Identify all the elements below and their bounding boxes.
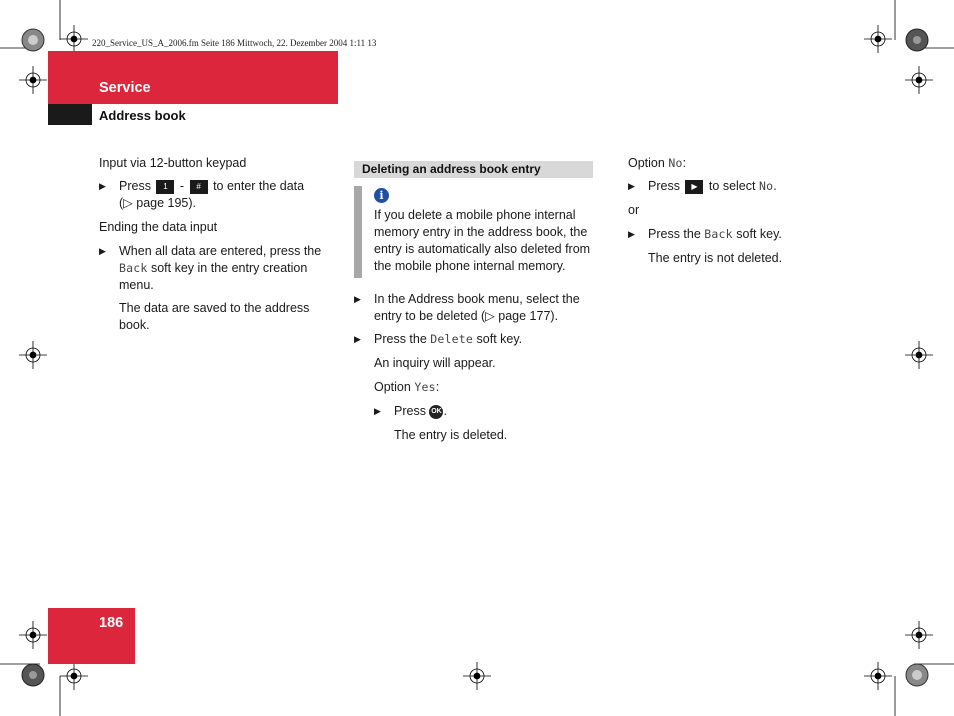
option-no: No: [668, 156, 683, 170]
to-select: to select: [708, 179, 756, 193]
col2-step2: [374, 331, 522, 348]
period: .: [773, 179, 777, 193]
col2-substep: [394, 403, 447, 420]
col1-result-line1: The data are saved to the address: [119, 301, 310, 315]
col2-option: [374, 379, 439, 396]
press-text: Press: [648, 179, 680, 193]
col2-result: The entry is deleted.: [394, 428, 508, 442]
info-line: entry is automatically also deleted from: [374, 242, 591, 256]
bullet-arrow: ▶: [354, 334, 361, 344]
option-colon: :: [682, 156, 687, 170]
softkey-back: Back: [119, 261, 148, 275]
dash: -: [179, 179, 185, 193]
subsection-title: Address book: [99, 108, 186, 123]
press-the: Press the: [648, 227, 701, 241]
col3-result: The entry is not deleted.: [648, 251, 783, 265]
info-line: the mobile phone internal memory.: [374, 259, 566, 273]
press-the: Press the: [374, 332, 427, 346]
bullet-arrow: ▶: [354, 294, 361, 304]
col2-inquiry: An inquiry will appear.: [374, 356, 496, 370]
ok-button-icon: OK: [429, 405, 443, 419]
softkey-delete: Delete: [430, 332, 474, 346]
key-hash-icon: #: [190, 180, 208, 194]
info-icon: i: [374, 188, 389, 203]
col3-step1: [648, 178, 777, 195]
option-yes: Yes: [414, 380, 436, 394]
file-header: 220_Service_US_A_2006.fm Seite 186 Mittwoch, 22. Dezember 2004 1:11 13: [92, 38, 377, 48]
col3-step2: [648, 226, 782, 243]
col1-step1-line2: (▷ page 195).: [119, 196, 197, 210]
right-arrow-key-icon: ▶: [685, 180, 703, 194]
col1-result-line2: book.: [119, 318, 150, 332]
info-line: If you delete a mobile phone internal: [374, 208, 576, 222]
col1-step2-line1: When all data are entered, press the: [119, 244, 322, 258]
period: .: [443, 404, 447, 418]
col1-intro: Input via 12-button keypad: [99, 156, 247, 170]
subsection-marker: [48, 104, 92, 125]
bullet-arrow: ▶: [628, 181, 635, 191]
bullet-arrow: ▶: [99, 181, 106, 191]
section-heading: Deleting an address book entry: [362, 162, 541, 176]
step1-after: to enter the data: [213, 179, 305, 193]
press-text: Press: [394, 404, 426, 418]
col1-step2-line2: [119, 260, 307, 277]
col2-step1-line1: In the Address book menu, select the: [374, 292, 580, 306]
col3-or: or: [628, 203, 640, 217]
press-text: Press: [119, 179, 151, 193]
header-bar: [48, 51, 338, 104]
softkey-back: Back: [704, 227, 733, 241]
info-line: memory entry in the address book, the: [374, 225, 588, 239]
col1-ending: Ending the data input: [99, 220, 218, 234]
option-label: Option: [628, 156, 665, 170]
soft-key-text: soft key.: [476, 332, 523, 346]
soft-key-text: soft key.: [736, 227, 782, 241]
page-number: 186: [99, 615, 124, 631]
col1-step1: [119, 178, 304, 195]
col3-option: [628, 155, 686, 172]
section-title: Service: [99, 80, 151, 96]
option-colon: :: [435, 380, 440, 394]
key-1-icon: 1: [156, 180, 174, 194]
value-no: No: [758, 179, 774, 193]
bullet-arrow: ▶: [628, 229, 635, 239]
info-sidebar: [354, 186, 362, 278]
step2-line2-after: soft key in the entry creation: [150, 261, 308, 275]
col2-step1-line2: entry to be deleted (▷ page 177).: [374, 309, 559, 323]
bullet-arrow: ▶: [99, 246, 106, 256]
bullet-arrow: ▶: [374, 406, 381, 416]
col1-step2-line3: menu.: [119, 278, 154, 292]
option-label: Option: [374, 380, 411, 394]
